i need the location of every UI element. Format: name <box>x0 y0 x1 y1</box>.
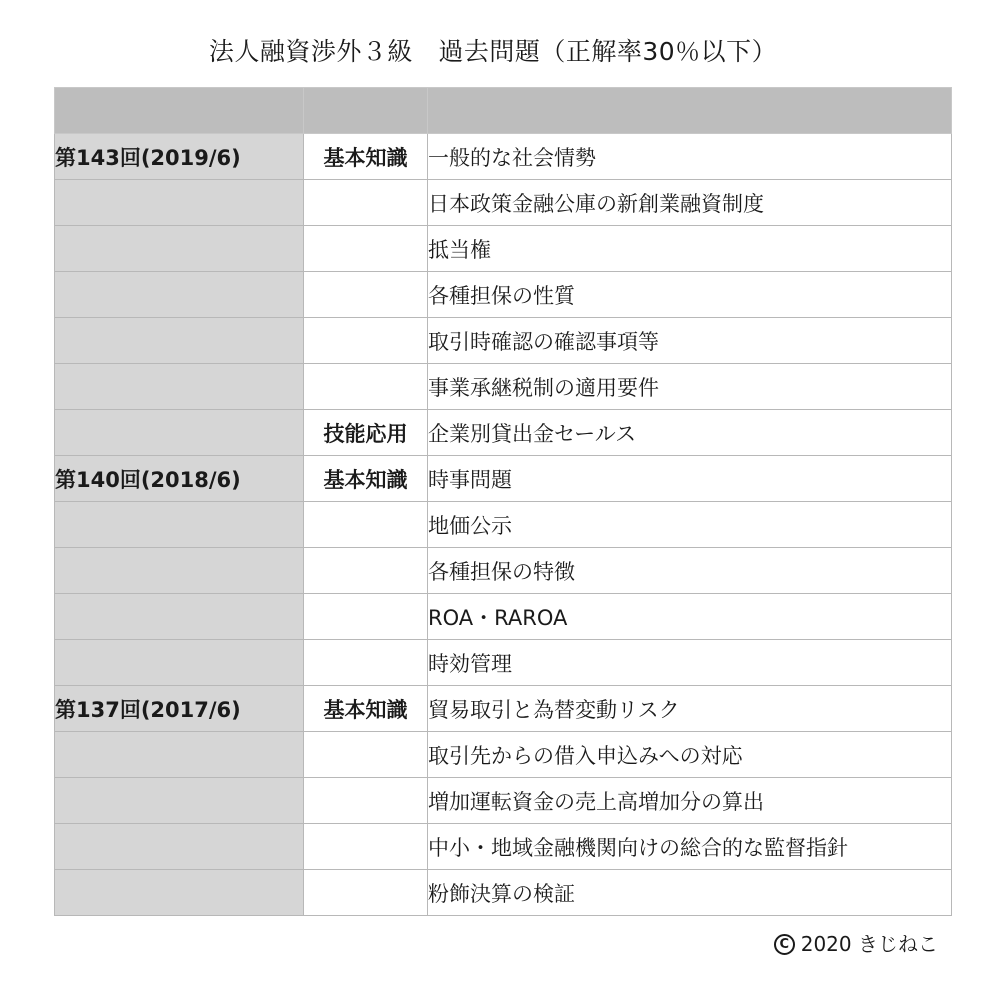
category-cell <box>304 548 428 594</box>
category-cell <box>304 732 428 778</box>
category-cell <box>304 778 428 824</box>
page-title: 法人融資渉外３級 過去問題（正解率30％以下） <box>208 37 778 66</box>
category-cell <box>304 180 428 226</box>
session-cell <box>55 732 304 778</box>
table-row <box>55 410 952 456</box>
table-body <box>55 134 952 916</box>
category-cell <box>304 226 428 272</box>
session-cell <box>55 778 304 824</box>
session-cell <box>55 640 304 686</box>
category-cell <box>304 594 428 640</box>
session-cell: 第143回(2019/6) <box>55 134 304 180</box>
table-row <box>55 594 952 640</box>
session-cell <box>55 364 304 410</box>
category-cell <box>304 640 428 686</box>
topic-cell: 事業承継税制の適用要件 <box>428 364 952 410</box>
category-cell <box>304 272 428 318</box>
exam-topics-table <box>54 87 952 916</box>
category-cell: 基本知識 <box>304 686 428 732</box>
header-row <box>55 88 952 134</box>
topic-cell: 地価公示 <box>428 502 952 548</box>
session-cell: 第137回(2017/6) <box>55 686 304 732</box>
topic-cell: 抵当権 <box>428 226 952 272</box>
topic-cell: 増加運転資金の売上高増加分の算出 <box>428 778 952 824</box>
copyright-text: 2020 きじねこ <box>800 932 938 956</box>
category-cell: 基本知識 <box>304 456 428 502</box>
category-cell <box>304 870 428 916</box>
topic-cell: 各種担保の特徴 <box>428 548 952 594</box>
table-row <box>55 134 952 180</box>
session-cell <box>55 502 304 548</box>
table-row <box>55 686 952 732</box>
session-cell <box>55 594 304 640</box>
category-cell: 技能応用 <box>304 410 428 456</box>
session-cell <box>55 226 304 272</box>
session-cell <box>55 410 304 456</box>
category-cell <box>304 502 428 548</box>
topic-cell: 貿易取引と為替変動リスク <box>428 686 952 732</box>
category-cell: 基本知識 <box>304 134 428 180</box>
table-row <box>55 778 952 824</box>
table-row <box>55 824 952 870</box>
category-cell <box>304 318 428 364</box>
table-row <box>55 870 952 916</box>
topic-cell: 時効管理 <box>428 640 952 686</box>
topic-cell: 各種担保の性質 <box>428 272 952 318</box>
topic-cell: 企業別貸出金セールス <box>428 410 952 456</box>
table-row <box>55 226 952 272</box>
header-cell-topic <box>428 88 952 134</box>
copyright-notice <box>774 928 938 960</box>
session-cell <box>55 272 304 318</box>
session-cell <box>55 870 304 916</box>
topic-cell: 一般的な社会情勢 <box>428 134 952 180</box>
topic-cell: 中小・地域金融機関向けの総合的な監督指針 <box>428 824 952 870</box>
topic-cell: 時事問題 <box>428 456 952 502</box>
topic-cell: 粉飾決算の検証 <box>428 870 952 916</box>
session-cell <box>55 318 304 364</box>
category-cell <box>304 824 428 870</box>
table-row <box>55 318 952 364</box>
topic-cell: 取引時確認の確認事項等 <box>428 318 952 364</box>
category-cell <box>304 364 428 410</box>
session-cell: 第140回(2018/6) <box>55 456 304 502</box>
table-row <box>55 272 952 318</box>
table-row <box>55 456 952 502</box>
table-row <box>55 548 952 594</box>
copyright-icon: C <box>774 934 795 955</box>
topic-cell: 日本政策金融公庫の新創業融資制度 <box>428 180 952 226</box>
table-row <box>55 732 952 778</box>
header-cell-session <box>55 88 304 134</box>
session-cell <box>55 180 304 226</box>
topic-cell: ROA・RAROA <box>428 594 952 640</box>
table-row <box>55 502 952 548</box>
table-row <box>55 180 952 226</box>
session-cell <box>55 824 304 870</box>
table-header <box>55 88 952 134</box>
topic-cell: 取引先からの借入申込みへの対応 <box>428 732 952 778</box>
session-cell <box>55 548 304 594</box>
table-row <box>55 640 952 686</box>
header-cell-category <box>304 88 428 134</box>
table-row <box>55 364 952 410</box>
